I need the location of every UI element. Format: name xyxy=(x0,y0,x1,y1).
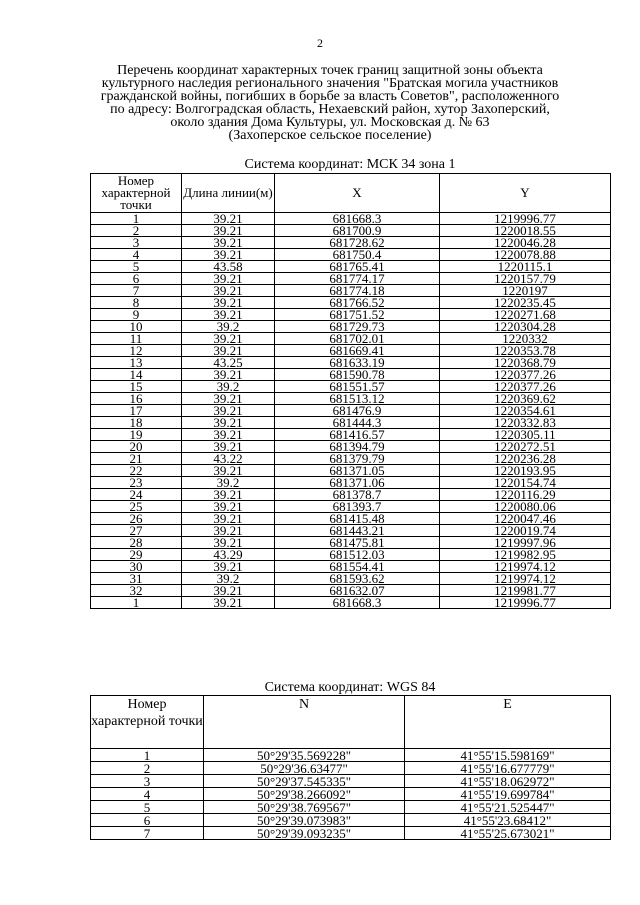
table-cell: 26 xyxy=(91,513,182,525)
table-cell: 681765.41 xyxy=(275,261,440,273)
table-row xyxy=(91,453,611,465)
table-cell: 41°55'16.677779" xyxy=(405,762,611,775)
wgs84-coordinates-table xyxy=(90,695,611,840)
table-cell: 2 xyxy=(91,762,204,775)
table-cell: 41°55'25.673021" xyxy=(405,827,611,840)
table-row xyxy=(91,237,611,249)
table1-body xyxy=(91,213,611,609)
table-cell: 50°29'39.073983" xyxy=(204,814,405,827)
table-cell: 681444.3 xyxy=(275,417,440,429)
table-row xyxy=(91,827,611,840)
table-cell: 1219996.77 xyxy=(440,597,611,609)
table-cell: 1220193.95 xyxy=(440,465,611,477)
header-point-number: Номер характерной точки xyxy=(91,696,204,749)
table-cell: 1220157.79 xyxy=(440,273,611,285)
table-row xyxy=(91,429,611,441)
table-cell: 4 xyxy=(91,249,182,261)
table-cell: 39.2 xyxy=(182,321,275,333)
table-cell: 6 xyxy=(91,814,204,827)
table-cell: 681632.07 xyxy=(275,585,440,597)
table-row xyxy=(91,585,611,597)
table-cell: 30 xyxy=(91,561,182,573)
table-cell: 50°29'38.266092" xyxy=(204,788,405,801)
table-cell: 681512.03 xyxy=(275,549,440,561)
table-cell: 1220332.83 xyxy=(440,417,611,429)
table-cell: 32 xyxy=(91,585,182,597)
table-cell: 20 xyxy=(91,441,182,453)
table-cell: 681766.52 xyxy=(275,297,440,309)
msk34-coordinates-table xyxy=(90,173,611,609)
header-line-length: Длина линии(м) xyxy=(182,174,275,213)
table-row xyxy=(91,573,611,585)
table-row xyxy=(91,345,611,357)
table-cell: 1219974.12 xyxy=(440,573,611,585)
table-cell: 6 xyxy=(91,273,182,285)
table-row xyxy=(91,213,611,225)
table-cell: 29 xyxy=(91,549,182,561)
table-cell: 16 xyxy=(91,393,182,405)
table-cell: 43.25 xyxy=(182,357,275,369)
table-cell: 1219996.77 xyxy=(440,213,611,225)
table-cell: 41°55'21.525447" xyxy=(405,801,611,814)
table-cell: 681554.41 xyxy=(275,561,440,573)
table-row xyxy=(91,285,611,297)
table-cell: 12 xyxy=(91,345,182,357)
table-row xyxy=(91,561,611,573)
table-cell: 39.21 xyxy=(182,237,275,249)
table-cell: 39.21 xyxy=(182,441,275,453)
table-cell: 681669.41 xyxy=(275,345,440,357)
table-cell: 681774.17 xyxy=(275,273,440,285)
table-cell: 9 xyxy=(91,309,182,321)
table-row xyxy=(91,749,611,762)
table-row xyxy=(91,321,611,333)
table-cell: 39.21 xyxy=(182,597,275,609)
header-y: Y xyxy=(440,174,611,213)
table-cell: 39.21 xyxy=(182,465,275,477)
table-cell: 39.21 xyxy=(182,537,275,549)
table-cell: 681443.21 xyxy=(275,525,440,537)
table-row xyxy=(91,501,611,513)
table-cell: 1 xyxy=(91,213,182,225)
table-cell: 39.21 xyxy=(182,417,275,429)
table-cell: 1220154.74 xyxy=(440,477,611,489)
table-cell: 39.21 xyxy=(182,429,275,441)
table-cell: 22 xyxy=(91,465,182,477)
title-line: по адресу: Волгоградская область, Нехаевский район, хутор Захоперский, xyxy=(110,102,550,117)
table-cell: 1 xyxy=(91,597,182,609)
table-row xyxy=(91,249,611,261)
table-cell: 41°55'19.699784" xyxy=(405,788,611,801)
table-cell: 1220080.06 xyxy=(440,501,611,513)
table-cell: 681513.12 xyxy=(275,393,440,405)
table-cell: 13 xyxy=(91,357,182,369)
table-cell: 681774.18 xyxy=(275,285,440,297)
table-cell: 39.21 xyxy=(182,333,275,345)
table-cell: 39.21 xyxy=(182,249,275,261)
table-cell: 681728.62 xyxy=(275,237,440,249)
table-cell: 25 xyxy=(91,501,182,513)
table-cell: 5 xyxy=(91,261,182,273)
table-row xyxy=(91,381,611,393)
table-cell: 39.21 xyxy=(182,585,275,597)
table-row xyxy=(91,309,611,321)
table-cell: 39.21 xyxy=(182,501,275,513)
table-cell: 681371.06 xyxy=(275,477,440,489)
table-cell: 1220018.55 xyxy=(440,225,611,237)
table-cell: 681590.78 xyxy=(275,369,440,381)
table-cell: 681593.62 xyxy=(275,573,440,585)
table-cell: 39.21 xyxy=(182,285,275,297)
table-cell: 18 xyxy=(91,417,182,429)
table-cell: 3 xyxy=(91,237,182,249)
table-row xyxy=(91,333,611,345)
table-cell: 43.29 xyxy=(182,549,275,561)
table-cell: 681751.52 xyxy=(275,309,440,321)
table-row xyxy=(91,441,611,453)
table-cell: 681633.19 xyxy=(275,357,440,369)
table-cell: 41°55'15.598169" xyxy=(405,749,611,762)
table-cell: 19 xyxy=(91,429,182,441)
table-cell: 1220368.79 xyxy=(440,357,611,369)
table-cell: 681379.79 xyxy=(275,453,440,465)
table-row xyxy=(91,549,611,561)
table-row xyxy=(91,775,611,788)
table-cell: 43.58 xyxy=(182,261,275,273)
page-number: 2 xyxy=(317,36,323,50)
table-cell: 681394.79 xyxy=(275,441,440,453)
table-cell: 1220354.61 xyxy=(440,405,611,417)
table-cell: 41°55'23.68412" xyxy=(405,814,611,827)
table-cell: 1220047.46 xyxy=(440,513,611,525)
table-cell: 39.21 xyxy=(182,273,275,285)
table2-caption: Система координат: WGS 84 xyxy=(264,680,436,695)
table-cell: 1220271.68 xyxy=(440,309,611,321)
table-cell: 27 xyxy=(91,525,182,537)
table-cell: 50°29'37.545335" xyxy=(204,775,405,788)
table-cell: 1220377.26 xyxy=(440,369,611,381)
table-cell: 1220377.26 xyxy=(440,381,611,393)
table-cell: 1220197 xyxy=(440,285,611,297)
table-cell: 50°29'35.569228" xyxy=(204,749,405,762)
table-cell: 681668.3 xyxy=(275,597,440,609)
table-cell: 1220019.74 xyxy=(440,525,611,537)
table-cell: 7 xyxy=(91,827,204,840)
table-cell: 39.21 xyxy=(182,369,275,381)
table-cell: 39.21 xyxy=(182,561,275,573)
table-cell: 8 xyxy=(91,297,182,309)
table-cell: 681415.48 xyxy=(275,513,440,525)
table-cell: 39.21 xyxy=(182,213,275,225)
table-cell: 681702.01 xyxy=(275,333,440,345)
table-row xyxy=(91,417,611,429)
table-row xyxy=(91,477,611,489)
table-row xyxy=(91,489,611,501)
table-cell: 1219982.95 xyxy=(440,549,611,561)
table-cell: 681475.81 xyxy=(275,537,440,549)
table-cell: 5 xyxy=(91,801,204,814)
title-line: (Захоперское сельское поселение) xyxy=(228,128,432,143)
table-cell: 39.21 xyxy=(182,525,275,537)
table-cell: 1220116.29 xyxy=(440,489,611,501)
table-row xyxy=(91,537,611,549)
table2-body xyxy=(91,749,611,840)
table-cell: 43.22 xyxy=(182,453,275,465)
table-cell: 10 xyxy=(91,321,182,333)
title-line: культурного наследия регионального значения "Братская могила участников xyxy=(101,76,559,91)
table-row xyxy=(91,225,611,237)
table-cell: 681729.73 xyxy=(275,321,440,333)
table-cell: 3 xyxy=(91,775,204,788)
table-cell: 681668.3 xyxy=(275,213,440,225)
table-cell: 39.2 xyxy=(182,573,275,585)
table-cell: 1220046.28 xyxy=(440,237,611,249)
table-cell: 1220272.51 xyxy=(440,441,611,453)
table-cell: 7 xyxy=(91,285,182,297)
table-cell: 1219974.12 xyxy=(440,561,611,573)
table-cell: 1220304.28 xyxy=(440,321,611,333)
table-cell: 681393.7 xyxy=(275,501,440,513)
table-cell: 50°29'39.093235" xyxy=(204,827,405,840)
table-cell: 21 xyxy=(91,453,182,465)
table-cell: 28 xyxy=(91,537,182,549)
table-cell: 681750.4 xyxy=(275,249,440,261)
table-cell: 39.21 xyxy=(182,405,275,417)
table-cell: 4 xyxy=(91,788,204,801)
table-cell: 1219981.77 xyxy=(440,585,611,597)
table-row xyxy=(91,261,611,273)
table-cell: 1220369.62 xyxy=(440,393,611,405)
table-row xyxy=(91,513,611,525)
table-row xyxy=(91,597,611,609)
table-cell: 39.21 xyxy=(182,225,275,237)
header-n: N xyxy=(204,696,405,749)
table-cell: 681476.9 xyxy=(275,405,440,417)
table-row xyxy=(91,297,611,309)
table-cell: 1 xyxy=(91,749,204,762)
table-cell: 681416.57 xyxy=(275,429,440,441)
table-row xyxy=(91,273,611,285)
table-row xyxy=(91,525,611,537)
table-cell: 39.21 xyxy=(182,297,275,309)
table-cell: 1220332 xyxy=(440,333,611,345)
title-line: гражданской войны, погибших в борьбе за власть Советов", расположенного xyxy=(100,89,560,104)
table-cell: 50°29'38.769567" xyxy=(204,801,405,814)
table-cell: 24 xyxy=(91,489,182,501)
table-cell: 1219997.96 xyxy=(440,537,611,549)
table-cell: 39.21 xyxy=(182,489,275,501)
table-cell: 1220236.28 xyxy=(440,453,611,465)
title-line: около здания Дома Культуры, ул. Московская д. № 63 xyxy=(170,115,490,130)
table-cell: 23 xyxy=(91,477,182,489)
table-cell: 39.21 xyxy=(182,309,275,321)
table1-caption: Система координат: МСК 34 зона 1 xyxy=(244,157,456,172)
table-row xyxy=(91,788,611,801)
title-line: Перечень координат характерных точек границ защитной зоны объекта xyxy=(117,63,543,78)
table-row xyxy=(91,814,611,827)
table-cell: 14 xyxy=(91,369,182,381)
table-cell: 39.2 xyxy=(182,477,275,489)
table-cell: 11 xyxy=(91,333,182,345)
table-cell: 39.2 xyxy=(182,381,275,393)
table-cell: 39.21 xyxy=(182,345,275,357)
table-header-row xyxy=(91,174,611,213)
table-cell: 50°29'36.63477" xyxy=(204,762,405,775)
table-row xyxy=(91,369,611,381)
table-row xyxy=(91,405,611,417)
table-cell: 2 xyxy=(91,225,182,237)
table-cell: 1220235.45 xyxy=(440,297,611,309)
table-cell: 17 xyxy=(91,405,182,417)
header-point-number: Номер характерной точки xyxy=(91,174,182,213)
table-cell: 39.21 xyxy=(182,513,275,525)
table-row xyxy=(91,393,611,405)
table-cell: 681371.05 xyxy=(275,465,440,477)
table-cell: 1220353.78 xyxy=(440,345,611,357)
table-cell: 39.21 xyxy=(182,393,275,405)
table-cell: 681378.7 xyxy=(275,489,440,501)
table-cell: 41°55'18.062972" xyxy=(405,775,611,788)
table-cell: 1220078.88 xyxy=(440,249,611,261)
table-row xyxy=(91,357,611,369)
table-row xyxy=(91,801,611,814)
table-cell: 681700.9 xyxy=(275,225,440,237)
table-cell: 1220115.1 xyxy=(440,261,611,273)
table-header-row xyxy=(91,696,611,749)
table-cell: 15 xyxy=(91,381,182,393)
header-e: E xyxy=(405,696,611,749)
header-x: X xyxy=(275,174,440,213)
table-cell: 31 xyxy=(91,573,182,585)
table-cell: 1220305.11 xyxy=(440,429,611,441)
table-row xyxy=(91,762,611,775)
document-title xyxy=(60,64,600,142)
table-row xyxy=(91,465,611,477)
table-cell: 681551.57 xyxy=(275,381,440,393)
